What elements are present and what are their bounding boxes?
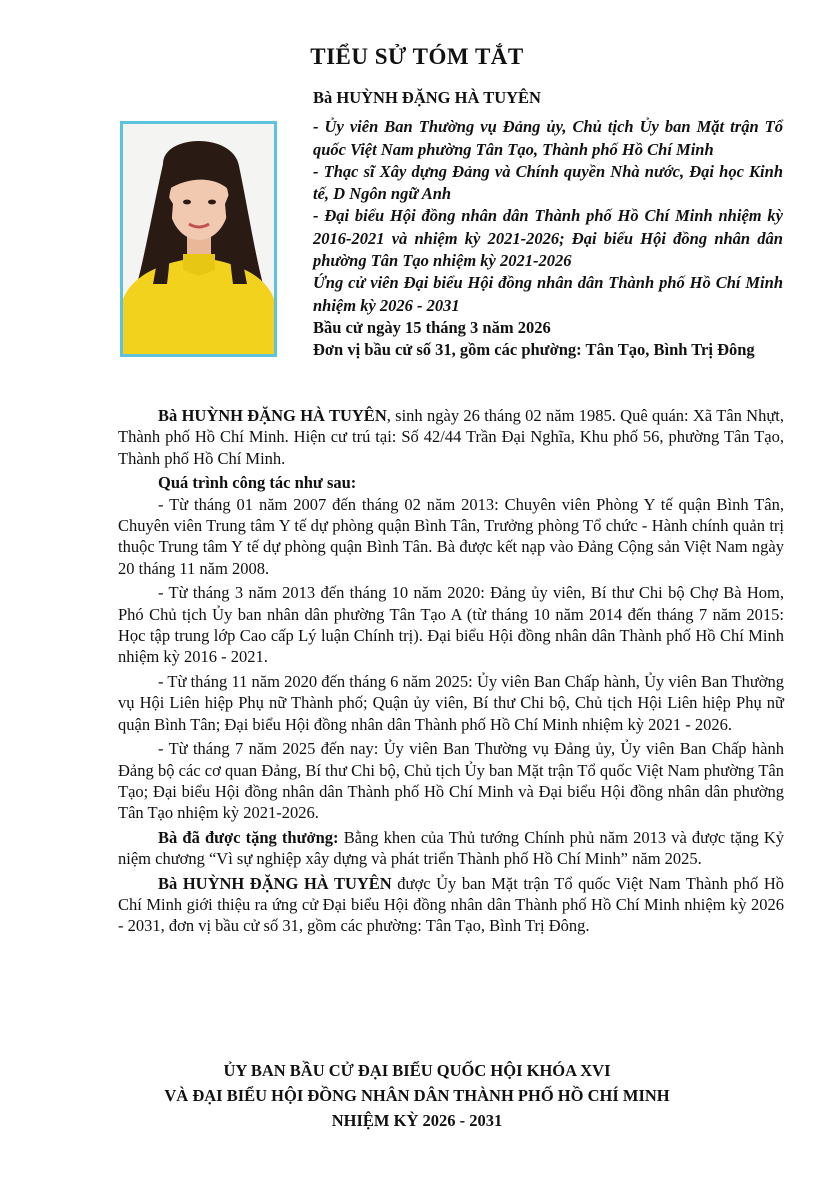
candidacy-line: Ứng cử viên Đại biểu Hội đồng nhân dân Thành phố Hồ Chí Minh nhiệm kỳ 2026 - 2031 [313, 273, 783, 315]
portrait-illustration [123, 124, 274, 354]
position-item: - Đại biểu Hội đồng nhân dân Thành phố Hồ Chí Minh nhiệm kỳ 2016-2021 và nhiệm kỳ 2021-2026; Đại biểu Hội đồng nhân dân phường Tân Tạo nhiệm kỳ 2021-2026 [313, 206, 783, 271]
nomination-paragraph [118, 873, 784, 937]
candidate-summary [313, 87, 783, 362]
work-history-item: - Từ tháng 01 năm 2007 đến tháng 02 năm 2013: Chuyên viên Phòng Y tế quận Bình Tân, Chuyên viên Trung tâm Y tế dự phòng quận Bình Tân, Trưởng phòng Tổ chức - Hành chính quản trị thuộc Trung tâm Y tế dự phòng quận Bình Tân. Bà được kết nạp vào Đảng Cộng sản Việt Nam ngày 20 tháng 11 năm 2008. [118, 494, 784, 578]
intro-text: , sinh ngày 26 tháng 02 năm 1985. Quê quán: Xã Tân Nhựt, Thành phố Hồ Chí Minh. Hiện cư trú tại: Số 42/44 Trần Đại Nghĩa, Khu phố 56, phường Tân Tạo, Thành phố Hồ Chí Minh. [118, 406, 784, 468]
position-item: - Thạc sĩ Xây dựng Đảng và Chính quyền Nhà nước, Đại học Kinh tế, D Ngôn ngữ Anh [313, 161, 783, 204]
document-title: TIỂU SỬ TÓM TẮT [310, 44, 524, 69]
awards-label: Bà đã được tặng thưởng: [158, 827, 339, 847]
biography-body [118, 405, 784, 940]
work-heading: Quá trình công tác như sau: [158, 473, 357, 493]
constituency: Đơn vị bầu cử số 31, gồm các phường: Tân Tạo, Bình Trị Đông [313, 340, 755, 360]
awards-paragraph [118, 827, 784, 870]
work-history-item: - Từ tháng 3 năm 2013 đến tháng 10 năm 2020: Đảng ủy viên, Bí thư Chi bộ Chợ Bà Hom, Phó Chủ tịch Ủy ban nhân dân phường Tân Tạo A (từ tháng 10 năm 2014 đến tháng 7 năm 2015: Học tập trung lớp Cao cấp Lý luận Chính trị). Đại biểu Hội đồng nhân dân Thành phố Hồ Chí Minh nhiệm kỳ 2016 - 2021. [118, 583, 784, 667]
issuing-committee [0, 1058, 834, 1133]
work-history-item: - Từ tháng 11 năm 2020 đến tháng 6 năm 2025: Ủy viên Ban Chấp hành, Ủy viên Ban Thường vụ Hội Liên hiệp Phụ nữ Thành phố; Quận ủy viên, Bí thư Chi bộ, Chủ tịch Hội Liên hiệp Phụ nữ quận Bình Tân; Đại biểu Hội đồng nhân dân Thành phố Hồ Chí Minh nhiệm kỳ 2021 - 2026. [118, 671, 784, 734]
candidate-portrait-photo [120, 121, 277, 357]
footer-line: NHIỆM KỲ 2026 - 2031 [331, 1111, 503, 1130]
awards-text: Bằng khen của Thủ tướng Chính phủ năm 2013 và được tặng Kỷ niệm chương “Vì sự nghiệp xây dựng và phát triển Thành phố Hồ Chí Minh” năm 2025. [118, 827, 785, 869]
work-history-item: - Từ tháng 7 năm 2025 đến nay: Ủy viên Ban Thường vụ Đảng ủy, Ủy viên Ban Chấp hành Đảng bộ các cơ quan Đảng, Bí thư Chi bộ, Chủ tịch Ủy ban Mặt trận Tổ quốc Việt Nam phường Tân Tạo; Đại biểu Hội đồng nhân dân Thành phố Hồ Chí Minh và Đại biểu Hội đồng nhân dân phường Tân Tạo nhiệm kỳ 2021-2026. [118, 739, 784, 823]
work-heading-paragraph [118, 472, 784, 493]
nomination-name: Bà HUỲNH ĐẶNG HÀ TUYÊN [158, 873, 392, 893]
election-date: Bầu cử ngày 15 tháng 3 năm 2026 [313, 317, 551, 337]
intro-name: Bà HUỲNH ĐẶNG HÀ TUYÊN [158, 406, 387, 425]
position-item: - Ủy viên Ban Thường vụ Đảng ủy, Chủ tịch Ủy ban Mặt trận Tổ quốc Việt Nam phường Tân Tạo, Thành phố Hồ Chí Minh [313, 117, 783, 159]
footer-line: ỦY BAN BẦU CỬ ĐẠI BIỂU QUỐC HỘI KHÓA XVI [223, 1061, 611, 1080]
candidate-name: Bà HUỲNH ĐẶNG HÀ TUYÊN [313, 88, 541, 107]
nomination-text: được Ủy ban Mặt trận Tổ quốc Việt Nam Thành phố Hồ Chí Minh giới thiệu ra ứng cử Đại biểu Hội đồng nhân dân Thành phố Hồ Chí Minh nhiệm kỳ 2026 - 2031, đơn vị bầu cử số 31, gồm các phường: Tân Tạo, Bình Trị Đông. [118, 873, 784, 936]
intro-paragraph [118, 405, 784, 469]
footer-line: VÀ ĐẠI BIỂU HỘI ĐỒNG NHÂN DÂN THÀNH PHỐ HỒ CHÍ MINH [164, 1086, 670, 1105]
